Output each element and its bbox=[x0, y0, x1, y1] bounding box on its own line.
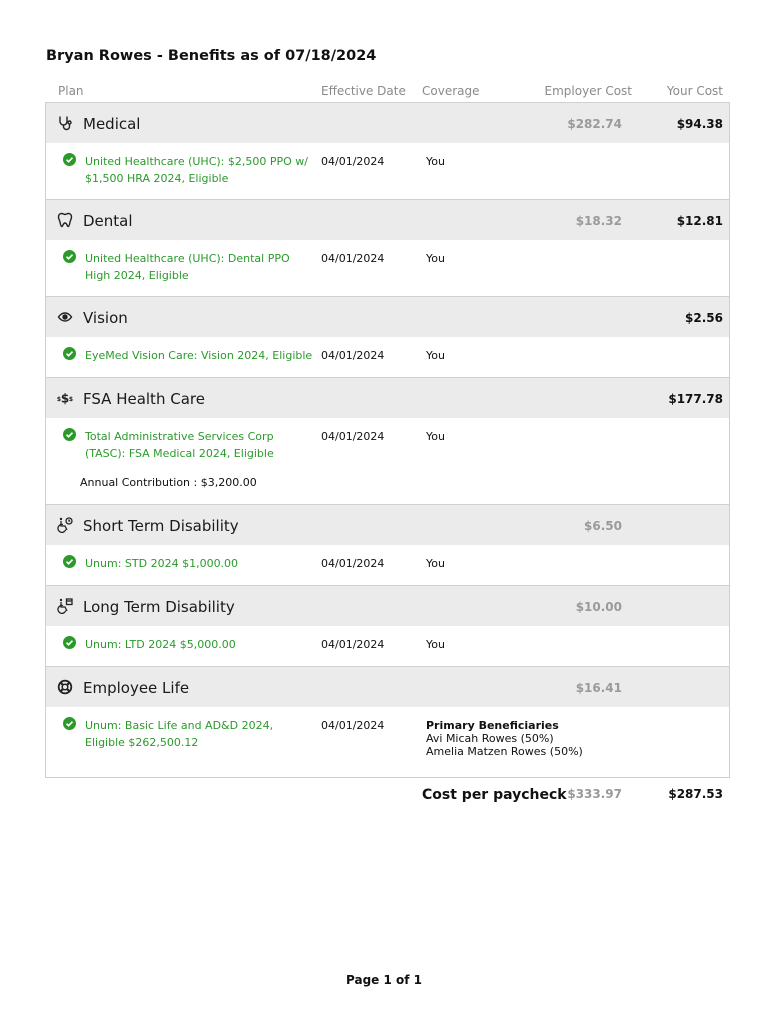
effective-date: 04/01/2024 bbox=[321, 557, 385, 570]
your-cost: $2.56 bbox=[685, 311, 723, 325]
section-header bbox=[46, 297, 729, 337]
employer-cost: $6.50 bbox=[584, 519, 622, 533]
benefit-section-dental bbox=[46, 200, 729, 297]
benefit-section-vision bbox=[46, 297, 729, 378]
section-header bbox=[46, 103, 729, 143]
plan-row bbox=[46, 545, 729, 585]
life-ring-icon bbox=[57, 679, 73, 695]
check-circle-icon bbox=[63, 250, 76, 263]
plan-name: EyeMed Vision Care: Vision 2024, Eligible bbox=[85, 349, 313, 362]
section-name: Dental bbox=[83, 212, 133, 230]
benefit-section-short-term-disability bbox=[46, 505, 729, 586]
eye-icon bbox=[57, 309, 73, 325]
check-circle-icon bbox=[63, 636, 76, 649]
benefit-section-fsa bbox=[46, 378, 729, 505]
section-header bbox=[46, 505, 729, 545]
check-circle-icon bbox=[63, 153, 76, 166]
beneficiary: Avi Micah Rowes (50%) bbox=[426, 732, 554, 745]
column-header-effective-date: Effective Date bbox=[321, 84, 406, 98]
benefit-section-long-term-disability bbox=[46, 586, 729, 667]
page-title: Bryan Rowes - Benefits as of 07/18/2024 bbox=[46, 48, 377, 64]
plan-name: Unum: LTD 2024 $5,000.00 bbox=[85, 638, 236, 651]
your-cost: $94.38 bbox=[676, 117, 723, 131]
stethoscope-icon bbox=[57, 115, 73, 131]
check-circle-icon bbox=[63, 717, 76, 730]
tooth-icon bbox=[57, 212, 73, 228]
employer-cost: $10.00 bbox=[575, 600, 622, 614]
coverage: You bbox=[426, 155, 445, 168]
benefit-section-medical bbox=[46, 103, 729, 200]
section-header bbox=[46, 200, 729, 240]
svg-text:$: $ bbox=[60, 391, 70, 406]
beneficiaries bbox=[426, 719, 583, 758]
section-name: FSA Health Care bbox=[83, 390, 205, 408]
section-name: Employee Life bbox=[83, 679, 190, 697]
column-header-your-cost: Your Cost bbox=[666, 84, 723, 98]
dollar-icon bbox=[57, 390, 73, 406]
svg-text:$: $ bbox=[57, 396, 62, 403]
effective-date: 04/01/2024 bbox=[321, 155, 385, 168]
beneficiary: Amelia Matzen Rowes (50%) bbox=[426, 745, 583, 758]
employer-cost: $282.74 bbox=[567, 117, 622, 131]
plan-row bbox=[46, 707, 729, 777]
column-header-coverage: Coverage bbox=[422, 84, 480, 98]
plan-name: Unum: STD 2024 $1,000.00 bbox=[85, 557, 239, 570]
section-header bbox=[46, 378, 729, 418]
wheelchair-calendar-icon bbox=[57, 598, 73, 614]
coverage: You bbox=[426, 638, 445, 651]
plan-row bbox=[46, 143, 729, 199]
section-name: Long Term Disability bbox=[83, 598, 235, 616]
effective-date: 04/01/2024 bbox=[321, 252, 385, 265]
effective-date: 04/01/2024 bbox=[321, 349, 385, 362]
page-number: Page 1 of 1 bbox=[346, 973, 422, 987]
column-header-employer-cost: Employer Cost bbox=[544, 84, 632, 98]
your-cost: $12.81 bbox=[676, 214, 723, 228]
effective-date: 04/01/2024 bbox=[321, 430, 385, 443]
plan-name: Total Administrative Services Corp (TASC): FSA Medical 2024, Eligible bbox=[85, 430, 274, 460]
coverage: You bbox=[426, 557, 445, 570]
section-name: Medical bbox=[83, 115, 141, 133]
your-cost: $177.78 bbox=[668, 392, 723, 406]
plan-row bbox=[46, 626, 729, 666]
section-name: Short Term Disability bbox=[83, 517, 239, 535]
plan-name: Unum: Basic Life and AD&D 2024, Eligible $262,500.12 bbox=[85, 719, 274, 749]
benefits-table bbox=[45, 102, 730, 778]
check-circle-icon bbox=[63, 347, 76, 360]
employer-cost: $16.41 bbox=[575, 681, 622, 695]
wheelchair-clock-icon bbox=[57, 517, 73, 533]
section-header bbox=[46, 667, 729, 707]
coverage: You bbox=[426, 349, 445, 362]
benefit-section-employee-life bbox=[46, 667, 729, 778]
plan-row bbox=[46, 418, 729, 504]
plan-row bbox=[46, 240, 729, 296]
check-circle-icon bbox=[63, 428, 76, 441]
column-header-plan: Plan bbox=[58, 84, 84, 98]
effective-date: 04/01/2024 bbox=[321, 719, 385, 732]
beneficiaries-heading: Primary Beneficiaries bbox=[426, 719, 559, 732]
plan-name: United Healthcare (UHC): Dental PPO High 2024, Eligible bbox=[85, 252, 290, 282]
effective-date: 04/01/2024 bbox=[321, 638, 385, 651]
coverage: You bbox=[426, 252, 445, 265]
check-circle-icon bbox=[63, 555, 76, 568]
annual-contribution: Annual Contribution : $3,200.00 bbox=[80, 476, 257, 489]
total-employer-cost: $333.97 bbox=[567, 787, 622, 801]
total-label: Cost per paycheck bbox=[422, 787, 567, 803]
section-header bbox=[46, 586, 729, 626]
coverage: You bbox=[426, 430, 445, 443]
employer-cost: $18.32 bbox=[575, 214, 622, 228]
plan-name: United Healthcare (UHC): $2,500 PPO w/ $1,500 HRA 2024, Eligible bbox=[85, 155, 308, 185]
total-your-cost: $287.53 bbox=[668, 787, 723, 801]
section-name: Vision bbox=[83, 309, 128, 327]
plan-row bbox=[46, 337, 729, 377]
svg-text:$: $ bbox=[68, 396, 73, 403]
